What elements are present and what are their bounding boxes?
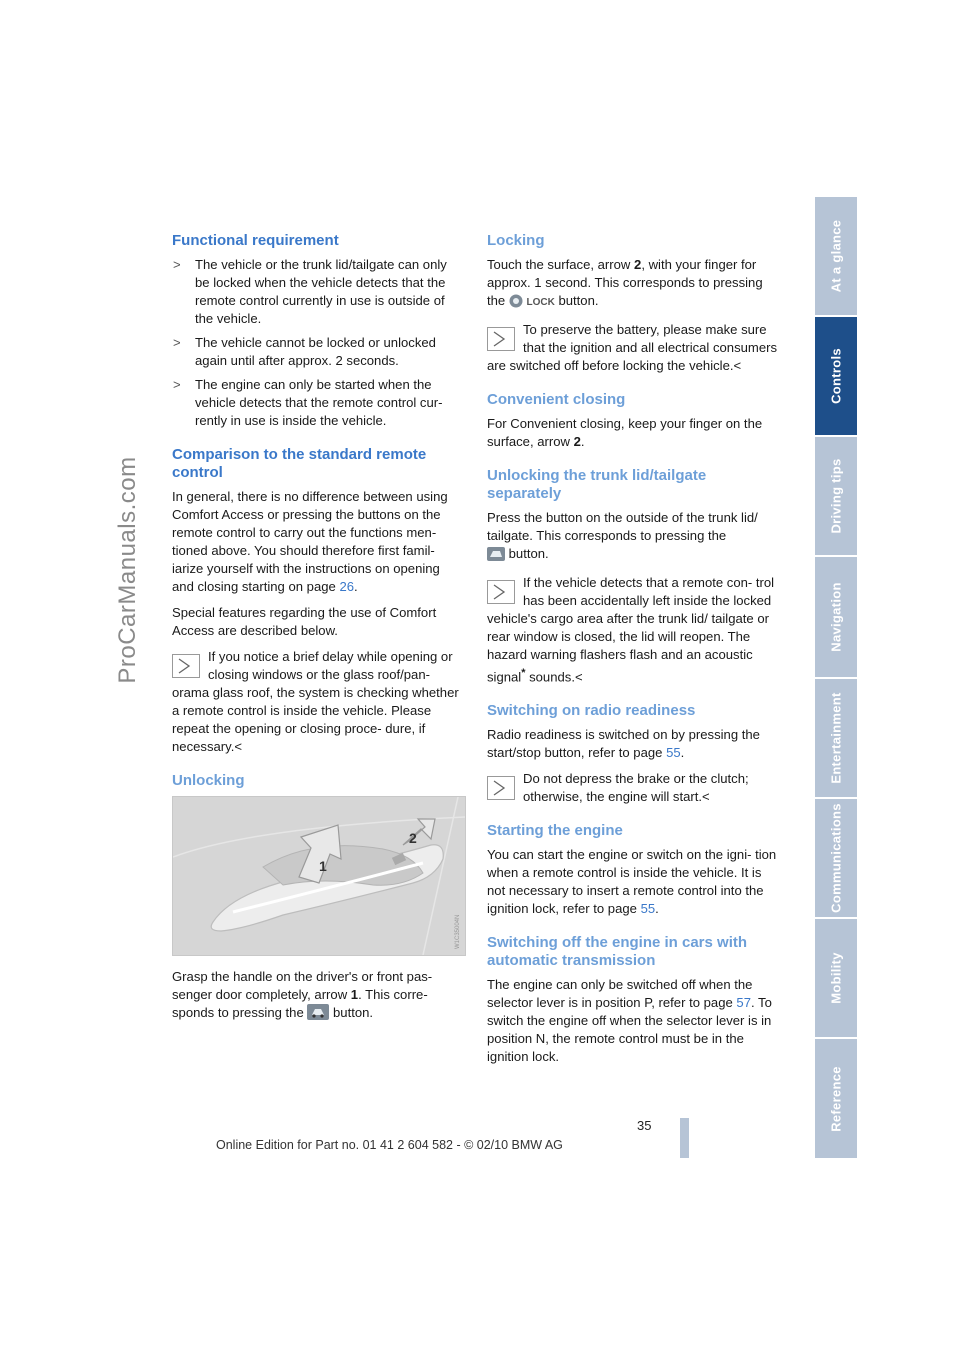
note-end-mark: < [234, 739, 242, 754]
page-link[interactable]: 26 [339, 579, 355, 594]
paragraph [172, 968, 464, 1025]
tab-label: Navigation [828, 582, 844, 652]
tab-label: Entertainment [828, 692, 844, 784]
heading-convenient-closing: Convenient closing [487, 391, 626, 408]
lock-button-icon [509, 294, 523, 313]
tab-reference[interactable] [815, 1039, 857, 1160]
paragraph-text: Grasp the handle on the driver's or front pas- senger door completely, arrow [172, 969, 433, 1002]
star-mark: * [521, 667, 526, 679]
note [487, 321, 779, 375]
tab-mobility[interactable] [815, 919, 857, 1039]
paragraph-text: button. [505, 546, 549, 561]
note-arrow-icon [487, 327, 515, 351]
tab-label: At a glance [828, 219, 844, 293]
paragraph-text: . [354, 579, 358, 594]
tab-driving-tips[interactable] [815, 437, 857, 557]
list-item [172, 376, 464, 430]
paragraph-text: . To switch the engine off when the selector lever is in position N, the remote control must be in the ignition lock. [487, 995, 772, 1065]
note-text: If you notice a brief delay while opening or closing windows or the glass roof/pan- orama glass roof, the system is checking whether a remote control is inside the vehicle. Please repeat the opening or closing proce- dure, if necessary. [172, 649, 459, 754]
tab-entertainment[interactable] [815, 679, 857, 799]
paragraph-text: . [680, 745, 685, 761]
paragraph [487, 726, 779, 762]
note [172, 648, 464, 756]
page-link[interactable]: 55 [666, 745, 681, 761]
left-column [172, 228, 464, 1033]
heading-comparison: Comparison to the standard remote control [172, 446, 427, 481]
heading-functional-requirement: Functional requirement [172, 232, 339, 249]
lock-label: LOCK [526, 297, 555, 308]
note-end-mark: < [574, 669, 583, 685]
note-text: Do not depress the brake or the clutch; otherwise, the engine will start. [523, 771, 749, 805]
note-text: If the vehicle detects that a remote con- trol has been accidentally left inside the locked vehicle's cargo area after the trunk lid/ tailgate or rear window is closed, the lid will reopen. The hazard warning flashers flash and an acoustic signal [487, 575, 775, 685]
paragraph-text: In general, there is no difference between using Comfort Access or pressing the buttons on the remote control to carry out the functions men- tioned above. You should therefore first famil- iarize yourself with the instructions on opening and closing starting on page [172, 489, 448, 594]
paragraph-text: button. [329, 1005, 374, 1020]
heading-unlocking: Unlocking [172, 772, 245, 789]
note-arrow-icon [487, 580, 515, 604]
tab-communications[interactable] [815, 799, 857, 919]
chapter-tabs [815, 197, 857, 1160]
list-item [172, 334, 464, 370]
note-arrow-icon [487, 776, 515, 800]
paragraph-text: For Convenient closing, keep your finger on the surface, arrow [487, 416, 763, 449]
tab-label: Driving tips [828, 458, 844, 534]
paragraph [172, 488, 464, 596]
bullet-mark: > [173, 377, 181, 392]
list-item [172, 256, 464, 328]
paragraph-text: The engine can only be switched off when the selector lever is in position P, refer to page [487, 977, 753, 1011]
paragraph: Special features regarding the use of Comfort Access are described below. [172, 605, 437, 638]
tab-label: Controls [828, 348, 844, 404]
tab-navigation[interactable] [815, 557, 857, 679]
paragraph [487, 509, 779, 566]
paragraph-text: Press the button on the outside of the trunk lid/ tailgate. This corresponds to pressing the [487, 510, 758, 543]
paragraph-text: Radio readiness is switched on by pressing the start/stop button, refer to page [487, 727, 760, 761]
tab-label: Mobility [828, 952, 844, 1004]
list-item-text: The vehicle or the trunk lid/tailgate can only be locked when the vehicle detects that the remote control currently in use is outside of the vehicle. [195, 257, 447, 326]
list-item-text: The vehicle cannot be locked or unlocked again until after approx. 2 seconds. [195, 335, 436, 368]
paragraph [487, 256, 779, 313]
paragraph [487, 976, 779, 1066]
bullet-mark: > [173, 257, 181, 272]
paragraph-text: Touch the surface, arrow [487, 257, 635, 272]
heading-switching-off: Switching off the engine in cars with automatic transmission [487, 934, 748, 970]
footer-bar [680, 1118, 689, 1158]
figure-arrow-1-label: 1 [319, 858, 327, 874]
bullet-mark: > [173, 335, 181, 350]
paragraph [487, 846, 779, 918]
note [487, 770, 779, 806]
paragraph-text: You can start the engine or switch on the igni- tion when a remote control is inside the vehicle. It is not necessary to insert a remote control into the ignition lock, refer to page [487, 847, 777, 917]
door-handle-figure [172, 796, 466, 956]
right-column [487, 228, 779, 1074]
trunk-button-icon [487, 547, 505, 566]
tab-controls[interactable] [815, 317, 857, 437]
figure-code: W1C35004N [455, 914, 461, 949]
heading-trunk: Unlocking the trunk lid/tailgate separately [487, 467, 707, 502]
watermark-text: ProCarManuals.com [114, 456, 141, 684]
note-arrow-icon [172, 654, 200, 678]
paragraph-text: . This corre- sponds to pressing the [172, 987, 428, 1020]
tab-at-a-glance[interactable] [815, 197, 857, 317]
paragraph-text: . [580, 434, 585, 449]
list-item-text: The engine can only be started when the vehicle detects that the remote control cur- rently in use is inside the vehicle. [195, 377, 443, 428]
arrow-ref: 1 [350, 987, 359, 1002]
note-end-mark: < [702, 789, 710, 805]
page-number: 35 [637, 1118, 652, 1133]
requirements-list [172, 256, 464, 430]
page-link[interactable]: 57 [736, 995, 751, 1011]
heading-starting: Starting the engine [487, 822, 623, 840]
arrow-ref: 2 [573, 434, 581, 449]
paragraph [487, 415, 779, 451]
heading-radio: Switching on radio readiness [487, 702, 696, 720]
note-text: To preserve the battery, please make sure that the ignition and all electrical consumers are switched off before locking the vehicle. [487, 322, 778, 373]
paragraph-text: , with your finger for approx. 1 second. This corresponds to pressing the [487, 257, 763, 308]
heading-locking: Locking [487, 232, 545, 249]
note-text: sounds. [525, 669, 575, 685]
tab-label: Reference [828, 1065, 844, 1132]
footer-edition: Online Edition for Part no. 01 41 2 604 582 - © 02/10 BMW AG [216, 1138, 563, 1152]
unlock-button-icon [307, 1004, 329, 1025]
page-link[interactable]: 55 [640, 901, 656, 917]
note-end-mark: < [733, 358, 742, 373]
arrow-ref: 2 [634, 257, 642, 272]
door-handle-illustration [173, 797, 465, 955]
paragraph-text: button. [554, 293, 599, 308]
note [487, 574, 779, 686]
figure-arrow-2-label: 2 [409, 830, 417, 846]
tab-label: Communications [828, 803, 844, 913]
paragraph-text: . [655, 901, 659, 917]
